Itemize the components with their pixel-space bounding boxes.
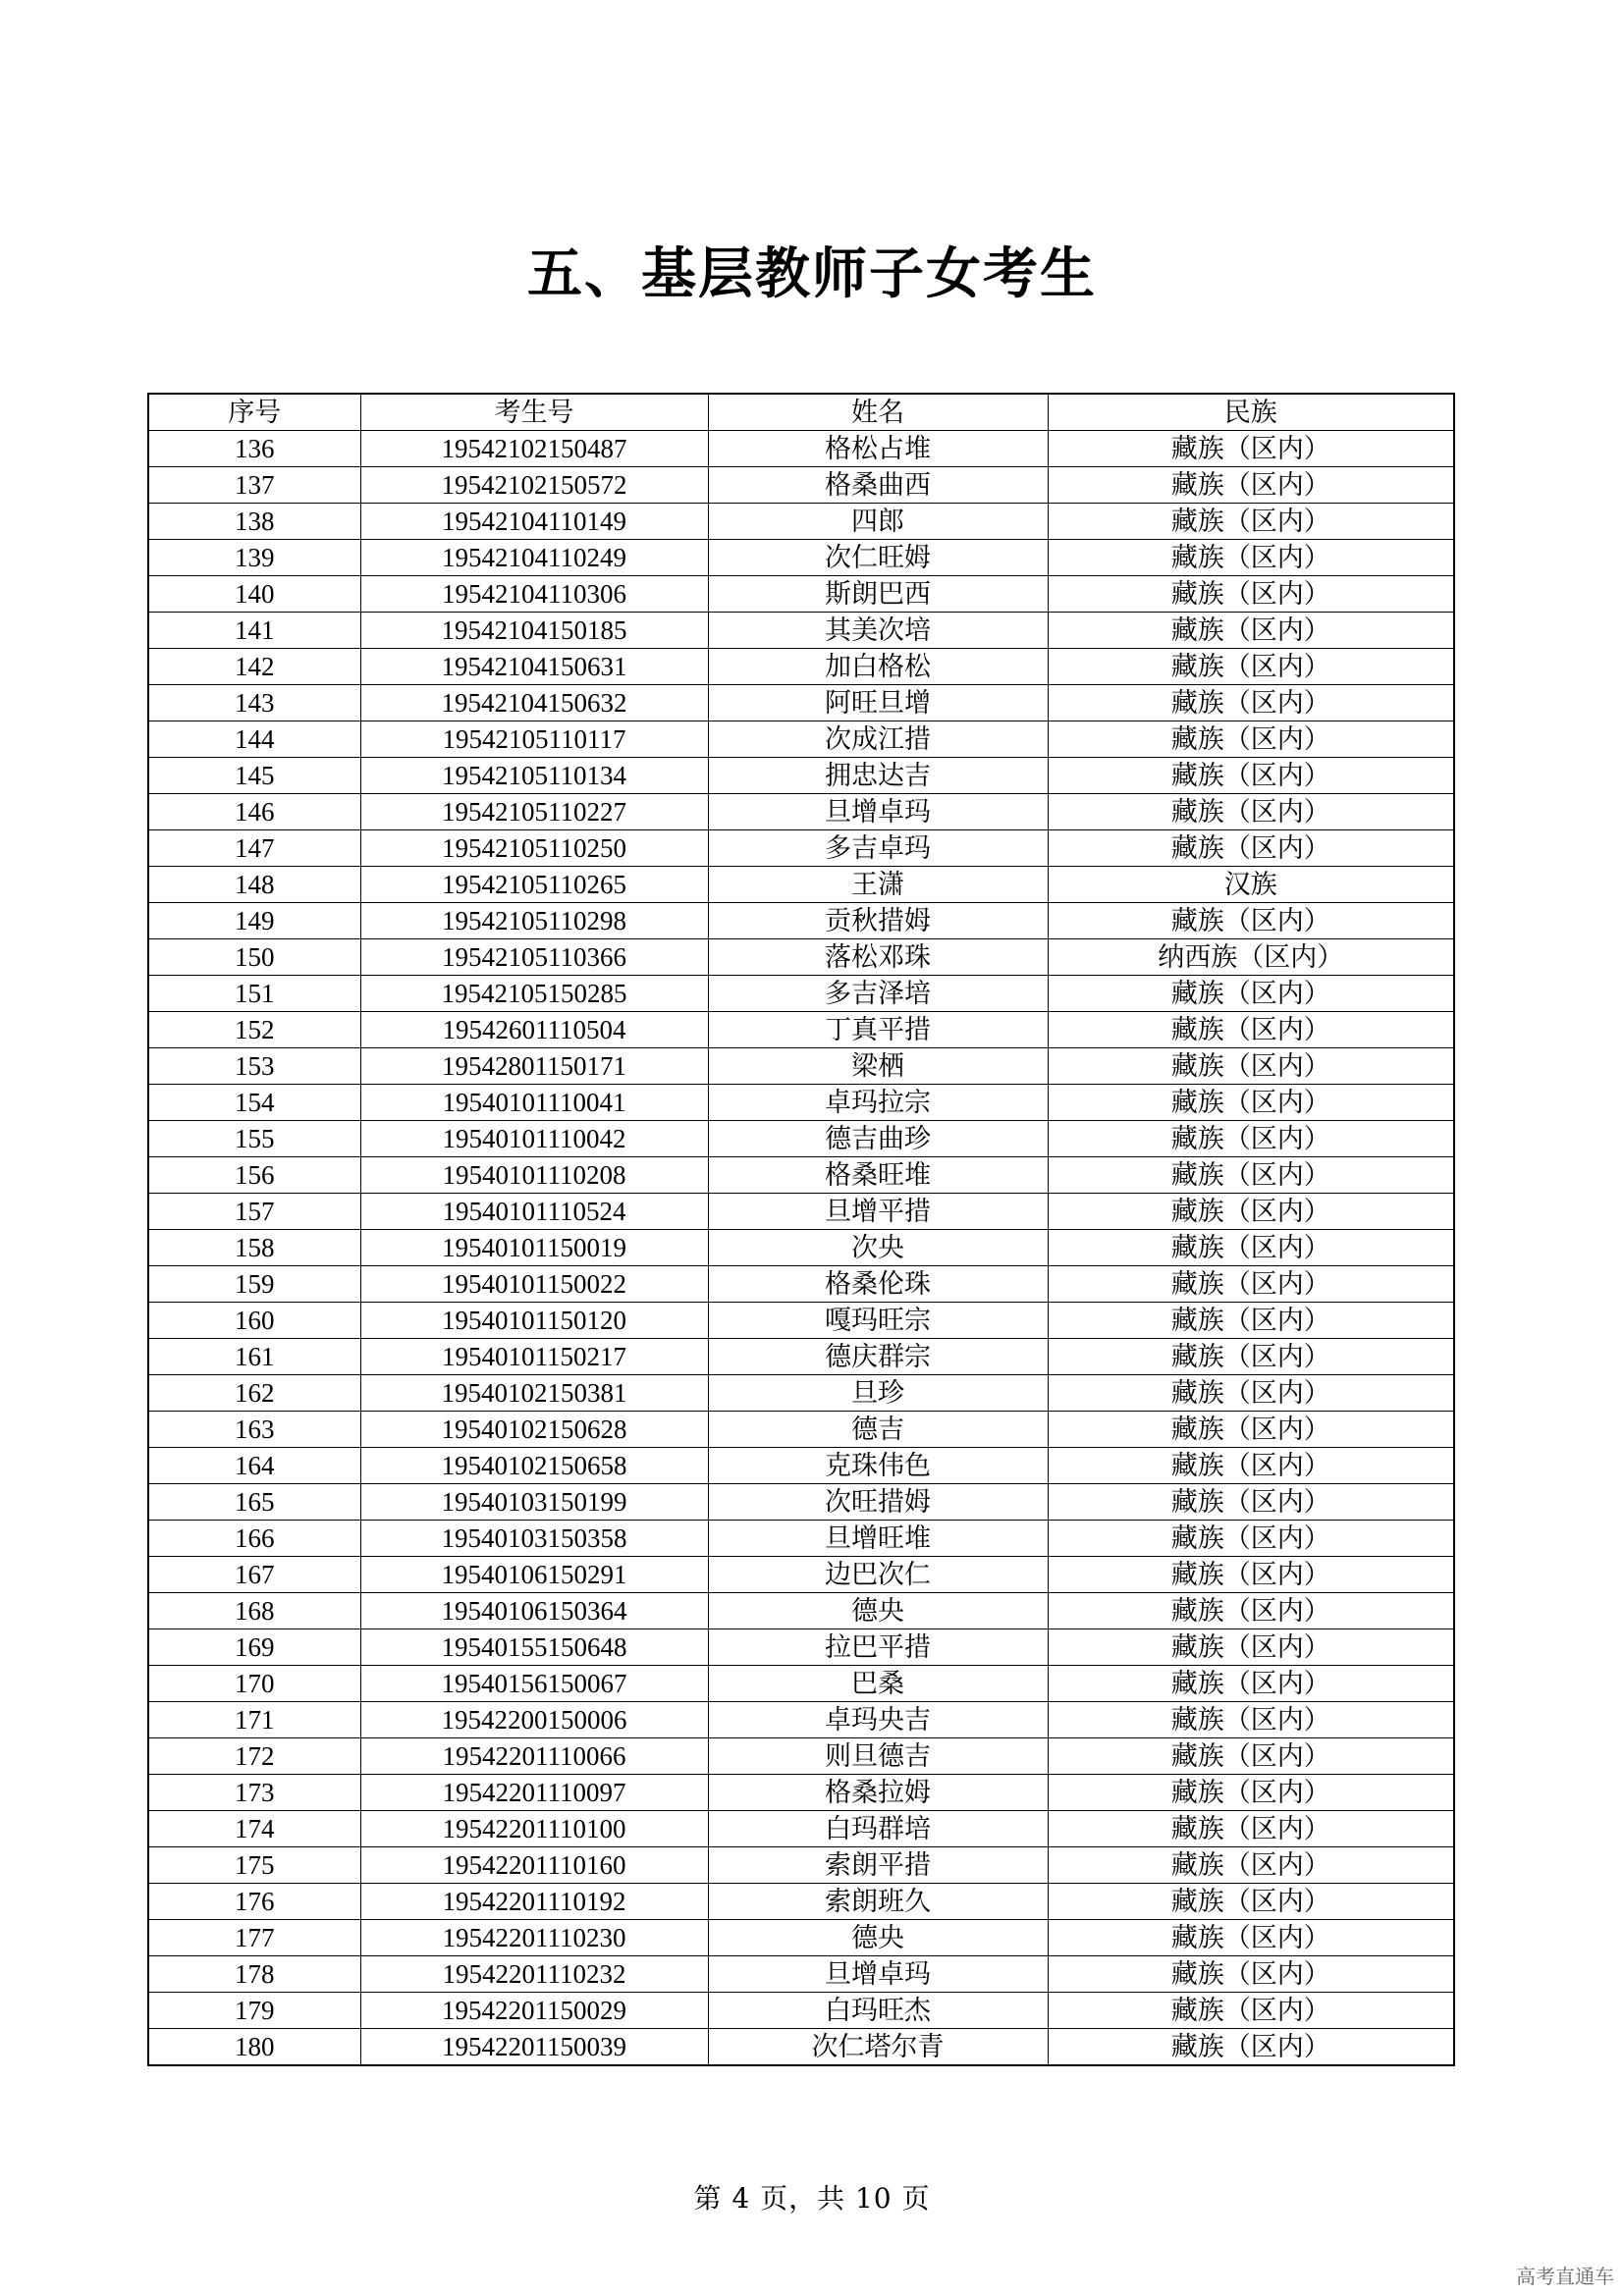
watermark: 高考直通车	[1516, 2265, 1614, 2288]
cell-name: 阿旺旦增	[708, 685, 1048, 721]
cell-ethnicity: 藏族（区内）	[1048, 1266, 1454, 1303]
cell-name: 白玛群培	[708, 1811, 1048, 1847]
cell-exam-number: 19542104110306	[360, 576, 708, 613]
cell-exam-number: 19540101110041	[360, 1085, 708, 1121]
cell-exam-number: 19540103150199	[360, 1484, 708, 1521]
header-name: 姓名	[708, 394, 1048, 431]
cell-exam-number: 19542102150487	[360, 431, 708, 467]
cell-exam-number: 19542105110298	[360, 903, 708, 939]
cell-name: 次仁塔尔青	[708, 2029, 1048, 2066]
cell-ethnicity: 藏族（区内）	[1048, 1702, 1454, 1738]
cell-ethnicity: 藏族（区内）	[1048, 758, 1454, 794]
cell-ethnicity: 藏族（区内）	[1048, 1629, 1454, 1666]
cell-name: 次成江措	[708, 721, 1048, 758]
cell-index: 144	[148, 721, 360, 758]
header-exam-number: 考生号	[360, 394, 708, 431]
cell-exam-number: 19540156150067	[360, 1666, 708, 1702]
cell-name: 巴桑	[708, 1666, 1048, 1702]
table-row	[148, 1993, 1454, 2029]
cell-ethnicity: 藏族（区内）	[1048, 1847, 1454, 1884]
cell-ethnicity: 藏族（区内）	[1048, 1484, 1454, 1521]
cell-index: 160	[148, 1303, 360, 1339]
cell-exam-number: 19540155150648	[360, 1629, 708, 1666]
cell-exam-number: 19540101150022	[360, 1266, 708, 1303]
cell-index: 139	[148, 540, 360, 576]
table-row	[148, 613, 1454, 649]
cell-index: 164	[148, 1448, 360, 1484]
cell-ethnicity: 藏族（区内）	[1048, 576, 1454, 613]
cell-exam-number: 19542201110160	[360, 1847, 708, 1884]
cell-index: 173	[148, 1775, 360, 1811]
table-row	[148, 2029, 1454, 2066]
cell-exam-number: 19540102150628	[360, 1412, 708, 1448]
table-row	[148, 830, 1454, 867]
cell-ethnicity: 藏族（区内）	[1048, 1375, 1454, 1412]
cell-name: 多吉泽培	[708, 976, 1048, 1012]
table-row	[148, 431, 1454, 467]
cell-index: 165	[148, 1484, 360, 1521]
table-row	[148, 1412, 1454, 1448]
cell-index: 153	[148, 1048, 360, 1085]
cell-exam-number: 19542104110149	[360, 504, 708, 540]
cell-ethnicity: 藏族（区内）	[1048, 1230, 1454, 1266]
cell-ethnicity: 藏族（区内）	[1048, 1775, 1454, 1811]
cell-exam-number: 19542104150632	[360, 685, 708, 721]
cell-name: 德吉曲珍	[708, 1121, 1048, 1157]
cell-index: 149	[148, 903, 360, 939]
cell-exam-number: 19542200150006	[360, 1702, 708, 1738]
table-row	[148, 1303, 1454, 1339]
table-row	[148, 467, 1454, 504]
cell-index: 156	[148, 1157, 360, 1194]
table-row	[148, 1012, 1454, 1048]
table-row	[148, 1048, 1454, 1085]
table-row	[148, 1339, 1454, 1375]
cell-exam-number: 19542105110134	[360, 758, 708, 794]
cell-name: 王潇	[708, 867, 1048, 903]
page-footer: 第 4 页，共 10 页	[693, 2182, 931, 2215]
table-row	[148, 1847, 1454, 1884]
cell-name: 格桑旺堆	[708, 1157, 1048, 1194]
cell-ethnicity: 藏族（区内）	[1048, 903, 1454, 939]
cell-exam-number: 19540101150217	[360, 1339, 708, 1375]
cell-name: 嘎玛旺宗	[708, 1303, 1048, 1339]
cell-ethnicity: 藏族（区内）	[1048, 467, 1454, 504]
cell-ethnicity: 藏族（区内）	[1048, 1157, 1454, 1194]
table-row	[148, 1775, 1454, 1811]
header-index: 序号	[148, 394, 360, 431]
cell-index: 151	[148, 976, 360, 1012]
cell-ethnicity: 藏族（区内）	[1048, 1448, 1454, 1484]
cell-name: 四郎	[708, 504, 1048, 540]
cell-index: 157	[148, 1194, 360, 1230]
table-row	[148, 1448, 1454, 1484]
table-row	[148, 721, 1454, 758]
cell-exam-number: 19542105110265	[360, 867, 708, 903]
cell-exam-number: 19540101150120	[360, 1303, 708, 1339]
cell-name: 拥忠达吉	[708, 758, 1048, 794]
cell-name: 旦增卓玛	[708, 794, 1048, 830]
cell-name: 次旺措姆	[708, 1484, 1048, 1521]
cell-name: 加白格松	[708, 649, 1048, 685]
cell-exam-number: 19542104110249	[360, 540, 708, 576]
table-body	[148, 431, 1454, 2066]
cell-ethnicity: 汉族	[1048, 867, 1454, 903]
cell-index: 180	[148, 2029, 360, 2066]
cell-exam-number: 19542104150185	[360, 613, 708, 649]
cell-index: 175	[148, 1847, 360, 1884]
cell-ethnicity: 藏族（区内）	[1048, 1920, 1454, 1956]
cell-name: 拉巴平措	[708, 1629, 1048, 1666]
cell-exam-number: 19540101110524	[360, 1194, 708, 1230]
table-row	[148, 649, 1454, 685]
cell-index: 176	[148, 1884, 360, 1920]
candidate-table	[147, 393, 1455, 2066]
cell-name: 白玛旺杰	[708, 1993, 1048, 2029]
cell-name: 丁真平措	[708, 1012, 1048, 1048]
cell-ethnicity: 藏族（区内）	[1048, 830, 1454, 867]
table-row	[148, 976, 1454, 1012]
cell-exam-number: 19542102150572	[360, 467, 708, 504]
cell-exam-number: 19542601110504	[360, 1012, 708, 1048]
cell-name: 边巴次仁	[708, 1557, 1048, 1593]
table-row	[148, 1375, 1454, 1412]
cell-index: 141	[148, 613, 360, 649]
cell-index: 152	[148, 1012, 360, 1048]
cell-ethnicity: 藏族（区内）	[1048, 1121, 1454, 1157]
cell-index: 162	[148, 1375, 360, 1412]
cell-ethnicity: 藏族（区内）	[1048, 1593, 1454, 1629]
cell-ethnicity: 藏族（区内）	[1048, 1557, 1454, 1593]
cell-index: 170	[148, 1666, 360, 1702]
cell-exam-number: 19542105110227	[360, 794, 708, 830]
cell-name: 梁栖	[708, 1048, 1048, 1085]
cell-ethnicity: 藏族（区内）	[1048, 1048, 1454, 1085]
cell-name: 格松占堆	[708, 431, 1048, 467]
table-row	[148, 1194, 1454, 1230]
cell-index: 158	[148, 1230, 360, 1266]
table-row	[148, 1085, 1454, 1121]
cell-ethnicity: 藏族（区内）	[1048, 1884, 1454, 1920]
cell-name: 斯朗巴西	[708, 576, 1048, 613]
table-row	[148, 1521, 1454, 1557]
table-row	[148, 1738, 1454, 1775]
cell-index: 159	[148, 1266, 360, 1303]
cell-name: 克珠伟色	[708, 1448, 1048, 1484]
cell-index: 171	[148, 1702, 360, 1738]
cell-index: 161	[148, 1339, 360, 1375]
cell-index: 148	[148, 867, 360, 903]
cell-ethnicity: 藏族（区内）	[1048, 1993, 1454, 2029]
cell-name: 卓玛拉宗	[708, 1085, 1048, 1121]
cell-name: 贡秋措姆	[708, 903, 1048, 939]
cell-ethnicity: 藏族（区内）	[1048, 649, 1454, 685]
cell-name: 其美次培	[708, 613, 1048, 649]
cell-ethnicity: 藏族（区内）	[1048, 721, 1454, 758]
cell-exam-number: 19540101110042	[360, 1121, 708, 1157]
cell-exam-number: 19540103150358	[360, 1521, 708, 1557]
cell-ethnicity: 藏族（区内）	[1048, 1811, 1454, 1847]
table-row	[148, 1884, 1454, 1920]
cell-name: 德央	[708, 1593, 1048, 1629]
cell-name: 次仁旺姆	[708, 540, 1048, 576]
cell-name: 格桑伦珠	[708, 1266, 1048, 1303]
cell-index: 140	[148, 576, 360, 613]
cell-ethnicity: 藏族（区内）	[1048, 1956, 1454, 1993]
cell-ethnicity: 藏族（区内）	[1048, 1521, 1454, 1557]
cell-name: 旦珍	[708, 1375, 1048, 1412]
cell-exam-number: 19540106150291	[360, 1557, 708, 1593]
cell-name: 多吉卓玛	[708, 830, 1048, 867]
table-row	[148, 1593, 1454, 1629]
cell-ethnicity: 藏族（区内）	[1048, 2029, 1454, 2066]
table-row	[148, 794, 1454, 830]
cell-exam-number: 19542201150029	[360, 1993, 708, 2029]
table-row	[148, 685, 1454, 721]
cell-exam-number: 19542201150039	[360, 2029, 708, 2066]
cell-exam-number: 19540102150658	[360, 1448, 708, 1484]
cell-ethnicity: 纳西族（区内）	[1048, 939, 1454, 976]
cell-exam-number: 19542201110066	[360, 1738, 708, 1775]
cell-ethnicity: 藏族（区内）	[1048, 1339, 1454, 1375]
cell-name: 旦增平措	[708, 1194, 1048, 1230]
cell-index: 150	[148, 939, 360, 976]
cell-name: 德吉	[708, 1412, 1048, 1448]
table-row	[148, 576, 1454, 613]
cell-name: 则旦德吉	[708, 1738, 1048, 1775]
cell-ethnicity: 藏族（区内）	[1048, 976, 1454, 1012]
cell-index: 155	[148, 1121, 360, 1157]
cell-exam-number: 19542105110117	[360, 721, 708, 758]
table-row	[148, 1121, 1454, 1157]
cell-index: 136	[148, 431, 360, 467]
cell-exam-number: 19542201110192	[360, 1884, 708, 1920]
cell-name: 格桑拉姆	[708, 1775, 1048, 1811]
cell-index: 163	[148, 1412, 360, 1448]
table-row	[148, 1702, 1454, 1738]
cell-name: 格桑曲西	[708, 467, 1048, 504]
header-ethnicity: 民族	[1048, 394, 1454, 431]
cell-exam-number: 19540101110208	[360, 1157, 708, 1194]
cell-index: 177	[148, 1920, 360, 1956]
table-row	[148, 1557, 1454, 1593]
cell-name: 德央	[708, 1920, 1048, 1956]
cell-index: 178	[148, 1956, 360, 1993]
cell-exam-number: 19542201110230	[360, 1920, 708, 1956]
cell-name: 索朗平措	[708, 1847, 1048, 1884]
table-row	[148, 939, 1454, 976]
cell-ethnicity: 藏族（区内）	[1048, 794, 1454, 830]
cell-index: 174	[148, 1811, 360, 1847]
table-row	[148, 1811, 1454, 1847]
cell-name: 次央	[708, 1230, 1048, 1266]
table-row	[148, 1956, 1454, 1993]
table-row	[148, 1230, 1454, 1266]
cell-name: 卓玛央吉	[708, 1702, 1048, 1738]
cell-index: 169	[148, 1629, 360, 1666]
table-row	[148, 1266, 1454, 1303]
cell-name: 旦增卓玛	[708, 1956, 1048, 1993]
cell-ethnicity: 藏族（区内）	[1048, 1012, 1454, 1048]
cell-exam-number: 19542201110100	[360, 1811, 708, 1847]
cell-index: 147	[148, 830, 360, 867]
cell-exam-number: 19540102150381	[360, 1375, 708, 1412]
table-row	[148, 867, 1454, 903]
table-row	[148, 540, 1454, 576]
cell-exam-number: 19542801150171	[360, 1048, 708, 1085]
cell-exam-number: 19540101150019	[360, 1230, 708, 1266]
cell-ethnicity: 藏族（区内）	[1048, 1194, 1454, 1230]
cell-name: 旦增旺堆	[708, 1521, 1048, 1557]
cell-name: 德庆群宗	[708, 1339, 1048, 1375]
cell-exam-number: 19542105110366	[360, 939, 708, 976]
cell-index: 142	[148, 649, 360, 685]
table-header-row	[148, 394, 1454, 431]
cell-index: 138	[148, 504, 360, 540]
cell-ethnicity: 藏族（区内）	[1048, 1666, 1454, 1702]
table-row	[148, 1484, 1454, 1521]
cell-ethnicity: 藏族（区内）	[1048, 613, 1454, 649]
cell-exam-number: 19542201110097	[360, 1775, 708, 1811]
table-row	[148, 1920, 1454, 1956]
cell-ethnicity: 藏族（区内）	[1048, 1412, 1454, 1448]
cell-index: 145	[148, 758, 360, 794]
cell-exam-number: 19542105150285	[360, 976, 708, 1012]
cell-ethnicity: 藏族（区内）	[1048, 1085, 1454, 1121]
cell-index: 146	[148, 794, 360, 830]
cell-index: 168	[148, 1593, 360, 1629]
cell-index: 154	[148, 1085, 360, 1121]
cell-index: 143	[148, 685, 360, 721]
table-row	[148, 1157, 1454, 1194]
cell-index: 137	[148, 467, 360, 504]
table-row	[148, 1629, 1454, 1666]
cell-ethnicity: 藏族（区内）	[1048, 685, 1454, 721]
table-row	[148, 1666, 1454, 1702]
table-row	[148, 903, 1454, 939]
table-row	[148, 504, 1454, 540]
cell-ethnicity: 藏族（区内）	[1048, 1738, 1454, 1775]
cell-exam-number: 19542105110250	[360, 830, 708, 867]
cell-exam-number: 19542104150631	[360, 649, 708, 685]
cell-ethnicity: 藏族（区内）	[1048, 431, 1454, 467]
cell-exam-number: 19542201110232	[360, 1956, 708, 1993]
table-row	[148, 758, 1454, 794]
cell-exam-number: 19540106150364	[360, 1593, 708, 1629]
cell-index: 179	[148, 1993, 360, 2029]
cell-ethnicity: 藏族（区内）	[1048, 504, 1454, 540]
cell-index: 172	[148, 1738, 360, 1775]
cell-index: 167	[148, 1557, 360, 1593]
cell-ethnicity: 藏族（区内）	[1048, 540, 1454, 576]
cell-name: 索朗班久	[708, 1884, 1048, 1920]
cell-index: 166	[148, 1521, 360, 1557]
cell-ethnicity: 藏族（区内）	[1048, 1303, 1454, 1339]
page-title: 五、基层教师子女考生	[527, 241, 1097, 306]
cell-name: 落松邓珠	[708, 939, 1048, 976]
